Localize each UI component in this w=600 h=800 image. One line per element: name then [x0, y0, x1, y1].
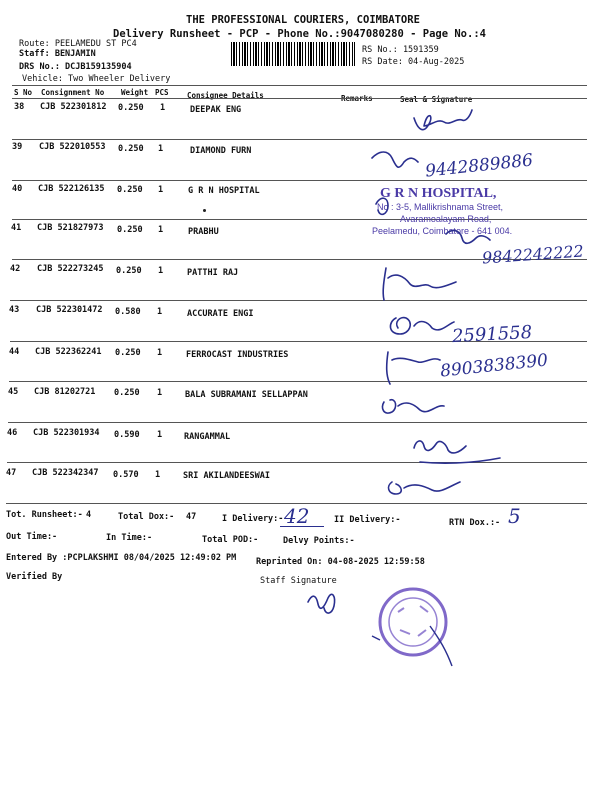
cell-pcs: 1: [157, 348, 163, 358]
cell-pcs: 1: [158, 144, 164, 154]
signature-row38: [414, 110, 472, 130]
cell-pcs: 1: [157, 388, 163, 398]
verified-by: Verified By: [6, 572, 63, 582]
cell-sno: 45: [8, 387, 19, 397]
col-remarks: Remarks: [341, 94, 373, 103]
handwritten-phone-row44: 8903838390: [439, 350, 549, 382]
total-pod: Total POD:-: [202, 535, 259, 545]
signature-row44: [387, 352, 440, 384]
total-dox-value: 47: [186, 512, 197, 522]
out-time: Out Time:-: [6, 532, 58, 542]
cell-pcs: 1: [158, 185, 164, 195]
rtn-dox-handwritten: 5: [508, 504, 521, 528]
stamp-line2: Avaramoalayam Road,: [400, 214, 492, 224]
runsheet-title: Delivery Runsheet - PCP - Phone No.:9047080280 - Page No.:4: [113, 28, 486, 40]
col-consignment: Consignment No: [41, 88, 105, 97]
rtn-dox-label: RTN Dox.:-: [449, 518, 501, 528]
cell-consignment: CJB 522010553: [39, 142, 106, 152]
cell-consignment: CJB 522362241: [35, 347, 102, 357]
signature-row39: [372, 152, 418, 167]
cell-weight: 0.250: [118, 144, 144, 154]
cell-weight: 0.250: [115, 348, 141, 358]
col-seal-signature: Seal & Signature: [400, 95, 473, 104]
cell-sno: 43: [9, 305, 20, 315]
cell-consignee: DEEPAK ENG: [190, 105, 242, 115]
stamp-name: G R N HOSPITAL,: [380, 186, 497, 201]
cell-sno: 39: [12, 142, 23, 152]
cell-consignee: G R N HOSPITAL: [188, 186, 260, 196]
in-time: In Time:-: [106, 533, 153, 543]
stamp-line3: Peelamedu, Coimbatore - 641 004.: [372, 226, 513, 236]
cell-sno: 41: [11, 223, 22, 233]
ii-delivery-label: II Delivery:-: [334, 515, 401, 525]
cell-pcs: 1: [155, 470, 161, 480]
tot-runsheet-value: 4: [86, 510, 92, 520]
cell-consignee: DIAMOND FURN: [190, 146, 252, 156]
signature-row43: [390, 318, 454, 334]
signature-row40: [376, 198, 388, 214]
delvy-points: Delvy Points:-: [283, 536, 355, 546]
reprinted-on: Reprinted On: 04-08-2025 12:59:58: [256, 557, 425, 567]
cell-weight: 0.250: [114, 388, 140, 398]
i-delivery-handwritten: 42: [284, 504, 310, 528]
handwritten-phone-row43: 2591558: [451, 321, 533, 348]
cell-consignment: CJB 522126135: [38, 184, 105, 194]
signature-row42: [383, 268, 456, 300]
cell-sno: 40: [12, 184, 23, 194]
cell-weight: 0.580: [115, 307, 141, 317]
cell-sno: 44: [9, 347, 20, 357]
cell-consignee: RANGAMMAL: [184, 432, 231, 442]
cell-pcs: 1: [157, 307, 163, 317]
drs-number: DRS No.: DCJB159135904: [19, 62, 132, 72]
cell-consignment: CJB 522301472: [36, 305, 103, 315]
rs-date: RS Date: 04-Aug-2025: [362, 57, 465, 67]
cell-sno: 46: [7, 428, 18, 438]
round-seal: [372, 589, 452, 666]
cell-weight: 0.250: [116, 266, 142, 276]
cell-sno: 38: [14, 102, 25, 112]
staff-signature-label: Staff Signature: [260, 576, 337, 586]
col-consignee: Consignee Details: [187, 91, 264, 100]
signature-row47: [389, 482, 460, 494]
cell-consignee: PRABHU: [188, 227, 219, 237]
col-pcs: PCS: [155, 88, 169, 97]
route: Route: PEELAMEDU ST PC4: [19, 39, 137, 49]
rs-number: RS No.: 1591359: [362, 45, 439, 55]
entered-by: Entered By :PCPLAKSHMI 08/04/2025 12:49:02 PM: [6, 553, 237, 563]
cell-weight: 0.250: [117, 225, 143, 235]
stamp-line1: No : 3-5, Mallikrishnama Street,: [377, 202, 504, 212]
cell-consignee: SRI AKILANDEESWAI: [183, 471, 270, 481]
staff-signature-mark: [308, 594, 335, 613]
cell-weight: 0.590: [114, 430, 140, 440]
cell-consignment: CJB 522301812: [40, 102, 107, 112]
cell-pcs: 1: [158, 266, 164, 276]
total-dox-label: Total Dox:-: [118, 512, 175, 522]
cell-weight: 0.570: [113, 470, 139, 480]
cell-consignee: FERROCAST INDUSTRIES: [186, 350, 289, 360]
tot-runsheet-label: Tot. Runsheet:-: [6, 510, 83, 520]
cell-consignment: CJB 522273245: [37, 264, 104, 274]
staff: Staff: BENJAMIN: [19, 49, 96, 59]
cell-sno: 47: [6, 468, 17, 478]
company-name: THE PROFESSIONAL COURIERS, COIMBATORE: [186, 14, 420, 26]
col-sno: S No: [14, 88, 33, 97]
cell-pcs: 1: [160, 103, 166, 113]
vehicle: Vehicle: Two Wheeler Delivery: [22, 74, 171, 84]
col-weight: Weight: [121, 88, 149, 97]
i-delivery-underline: [280, 526, 324, 527]
cell-consignee: ACCURATE ENGI: [187, 309, 254, 319]
signature-row46: [414, 441, 500, 463]
handwritten-phone-row39: 9442889886: [424, 150, 534, 182]
i-delivery-label: I Delivery:-: [222, 514, 284, 524]
signature-row45: [382, 400, 444, 413]
cell-weight: 0.250: [117, 185, 143, 195]
cell-consignment: CJB 522301934: [33, 428, 100, 438]
cell-pcs: 1: [157, 430, 163, 440]
cell-consignee: BALA SUBRAMANI SELLAPPAN: [185, 390, 308, 400]
cell-weight: 0.250: [118, 103, 144, 113]
cell-pcs: 1: [158, 225, 164, 235]
cell-consignee: PATTHI RAJ: [187, 268, 239, 278]
cell-consignment: CJB 81202721: [34, 387, 96, 397]
cell-sno: 42: [10, 264, 21, 274]
cell-consignment: CJB 522342347: [32, 468, 99, 478]
cell-consignment: CJB 521827973: [37, 223, 104, 233]
signature-row41: [446, 231, 490, 244]
handwritten-phone-row41: 9842242222: [481, 241, 585, 268]
